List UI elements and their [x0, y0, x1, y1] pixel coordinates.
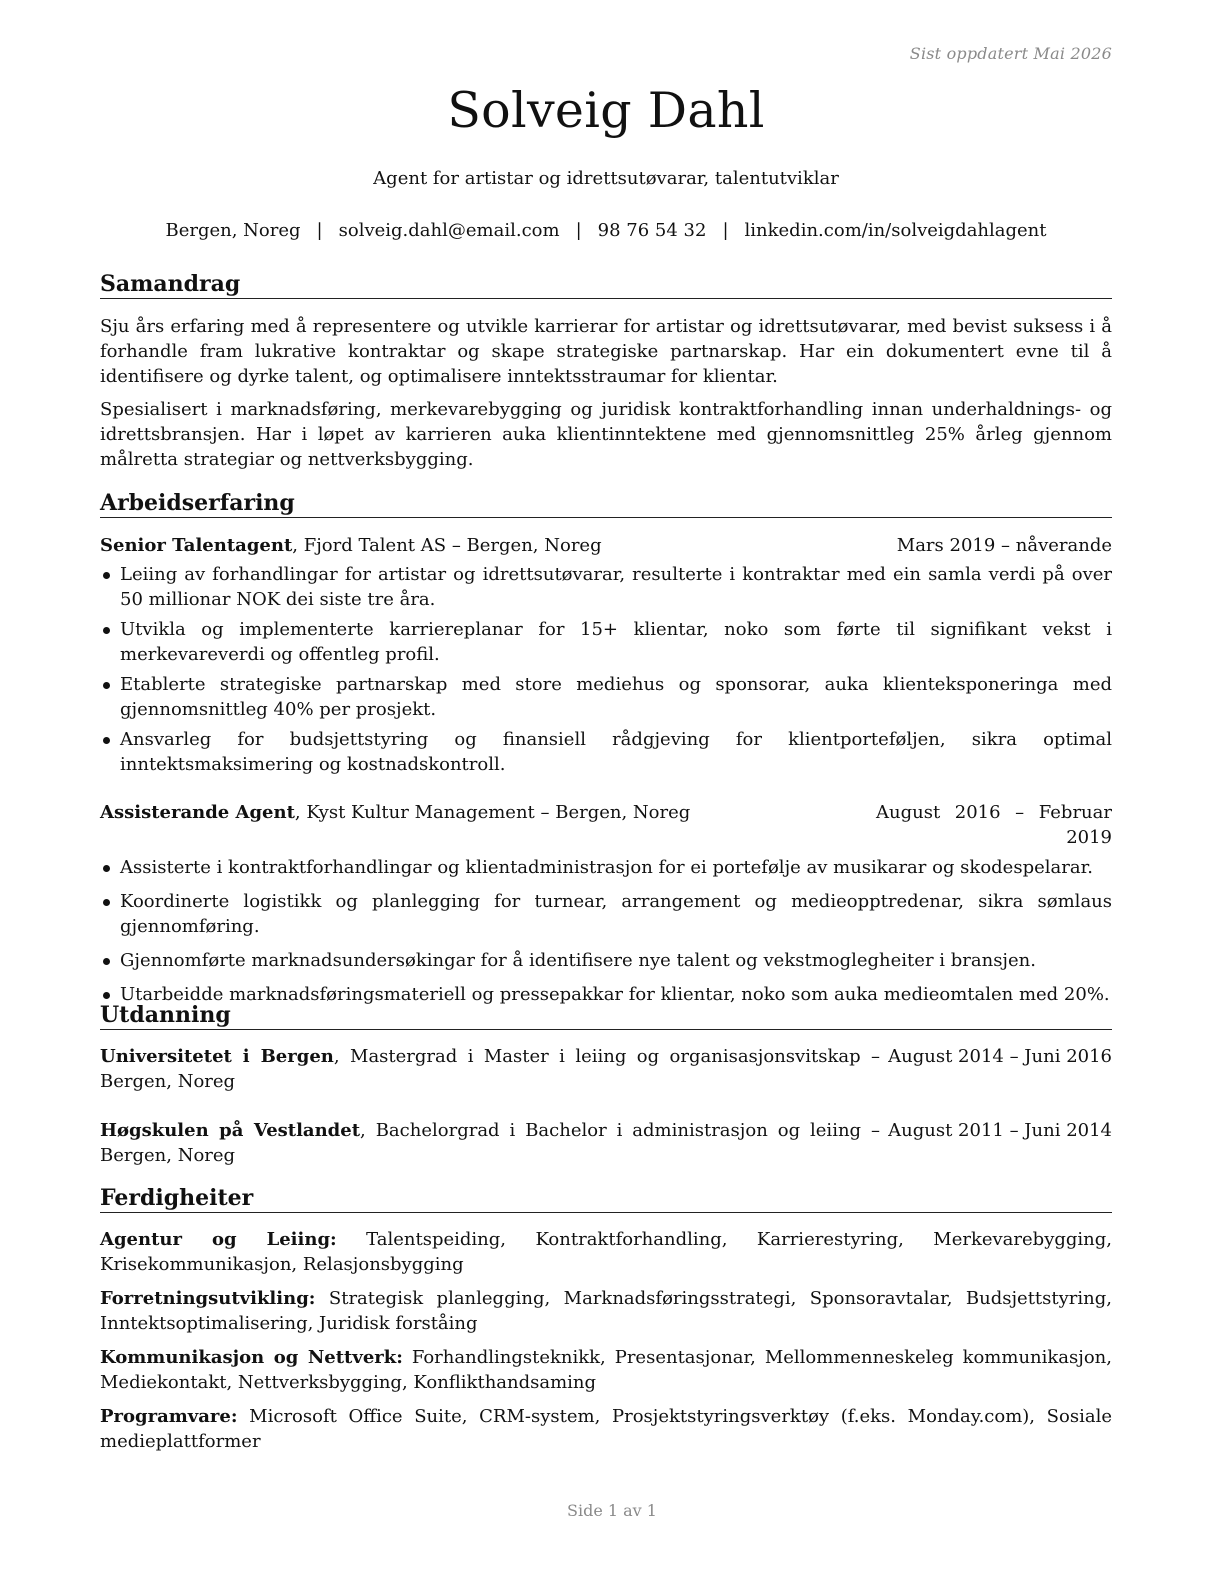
section-title-summary: Samandrag	[100, 270, 1112, 299]
skill-row	[100, 1404, 1112, 1454]
page-number: Side 1 av 1	[567, 1501, 657, 1520]
contact-line	[100, 220, 1112, 241]
skill-label: Agentur og Leiing:	[100, 1229, 337, 1250]
list-item: Utarbeidde marknadsføringsmateriell og pressepakkar for klientar, noko som auka medieomtalen med 20%.	[100, 982, 1112, 1007]
section-title-education: Utdanning	[100, 1001, 1112, 1030]
list-item: Leiing av forhandlingar for artistar og idrettsutøvarar, resulterte i kontraktar med ein samla verdi på over 50 millionar NOK dei siste tre åra.	[100, 562, 1112, 612]
job-dates: August 2016 – Februar 2019	[876, 802, 1112, 848]
education-school: Universitetet i Bergen	[100, 1046, 334, 1067]
skill-label: Kommunikasjon og Nettverk:	[100, 1347, 403, 1368]
job-org: , Fjord Talent AS – Bergen, Noreg	[292, 535, 602, 556]
job-dates: Mars 2019 – nåverande	[896, 535, 1112, 556]
skill-row	[100, 1286, 1112, 1336]
skill-label: Programvare:	[100, 1406, 238, 1427]
education-entry	[100, 1118, 1112, 1168]
headline: Agent for artistar og idrettsutøvarar, talentutviklar	[373, 168, 839, 189]
skill-row	[100, 1345, 1112, 1395]
contact-email[interactable]: solveig.dahl@email.com	[338, 220, 560, 241]
summary-paragraph: Sju års erfaring med å representere og utvikle karrierar for artistar og idrettsutøvarar, med bevist suksess i å forhandle fram lukrative kontraktar og skape strategiske partnarskap. Har ein dokumentert evne til å identifisere og dyrke talent, og optimalisere inntektsstraumar for klientar.	[100, 316, 1112, 387]
list-item: Utvikla og implementerte karriereplanar for 15+ klientar, noko som førte til signifikant vekst i merkevareverdi og offentleg profil.	[100, 617, 1112, 667]
contact-phone: 98 76 54 32	[597, 220, 707, 241]
skill-row	[100, 1227, 1112, 1277]
job-title: Assisterande Agent	[100, 802, 295, 823]
list-item: Ansvarleg for budsjettstyring og finansiell rådgjeving for klientporteføljen, sikra optimal inntektsmaksimering og kostnadskontroll.	[100, 727, 1112, 777]
last-updated: Sist oppdatert Mai 2026	[909, 44, 1112, 63]
contact-linkedin[interactable]: linkedin.com/in/solveigdahlagent	[744, 220, 1047, 241]
education-detail: , Bachelorgrad i Bachelor i administrasjon og leiing – Bergen, Noreg	[100, 1120, 880, 1166]
list-item: Gjennomførte marknadsundersøkingar for å identifisere nye talent og vekstmoglegheiter i bransjen.	[100, 948, 1112, 973]
summary-paragraph: Spesialisert i marknadsføring, merkevarebygging og juridisk kontraktforhandling innan underhaldnings- og idrettsbransjen. Har i løpet av karrieren auka klientinntektene med gjennomsnittleg 25% årleg gjennom målretta strategiar og nettverksbygging.	[100, 399, 1112, 470]
job-org: , Kyst Kultur Management – Bergen, Noreg	[294, 802, 691, 823]
job-bullets	[100, 855, 1112, 1007]
education-school: Høgskulen på Vestlandet	[100, 1120, 361, 1141]
section-title-experience: Arbeidserfaring	[100, 489, 1112, 518]
skill-text: Strategisk planlegging, Marknadsføringsstrategi, Sponsoravtalar, Budsjettstyring, Inntektsoptimalisering, Juridisk forståing	[100, 1288, 1112, 1334]
contact-separator: |	[575, 220, 582, 241]
skill-text: Microsoft Office Suite, CRM-system, Prosjektstyringsverktøy (f.eks. Monday.com), Sosiale medieplattformer	[100, 1406, 1112, 1452]
education-entry	[100, 1044, 1112, 1094]
contact-separator: |	[722, 220, 729, 241]
section-title-skills: Ferdigheiter	[100, 1184, 1112, 1213]
job-bullets	[100, 562, 1112, 777]
summary-block	[100, 314, 1112, 472]
education-dates: August 2014 – Juni 2016	[888, 1046, 1112, 1067]
education-detail: , Mastergrad i Master i leiing og organisasjonsvitskap – Bergen, Noreg	[100, 1046, 881, 1092]
list-item: Koordinerte logistikk og planlegging for turnear, arrangement og medieopptredenar, sikra sømlaus gjennomføring.	[100, 889, 1112, 939]
contact-location: Bergen, Noreg	[165, 220, 301, 241]
page-title: Solveig Dahl	[447, 82, 765, 139]
job-title: Senior Talentagent	[100, 535, 293, 556]
skill-text: Forhandlingsteknikk, Presentasjonar, Mellommenneskeleg kommunikasjon, Mediekontakt, Nettverksbygging, Konflikthandsaming	[100, 1347, 1112, 1393]
skill-text: Talentspeiding, Kontraktforhandling, Karrierestyring, Merkevarebygging, Krisekommunikasjon, Relasjonsbygging	[100, 1229, 1113, 1275]
list-item: Assisterte i kontraktforhandlingar og klientadministrasjon for ei portefølje av musikarar og skodespelarar.	[100, 855, 1112, 880]
contact-separator: |	[316, 220, 323, 241]
skill-label: Forretningsutvikling:	[100, 1288, 316, 1309]
education-dates: August 2011 – Juni 2014	[888, 1120, 1112, 1141]
list-item: Etablerte strategiske partnarskap med store mediehus og sponsorar, auka klienteksponeringa med gjennomsnittleg 40% per prosjekt.	[100, 672, 1112, 722]
